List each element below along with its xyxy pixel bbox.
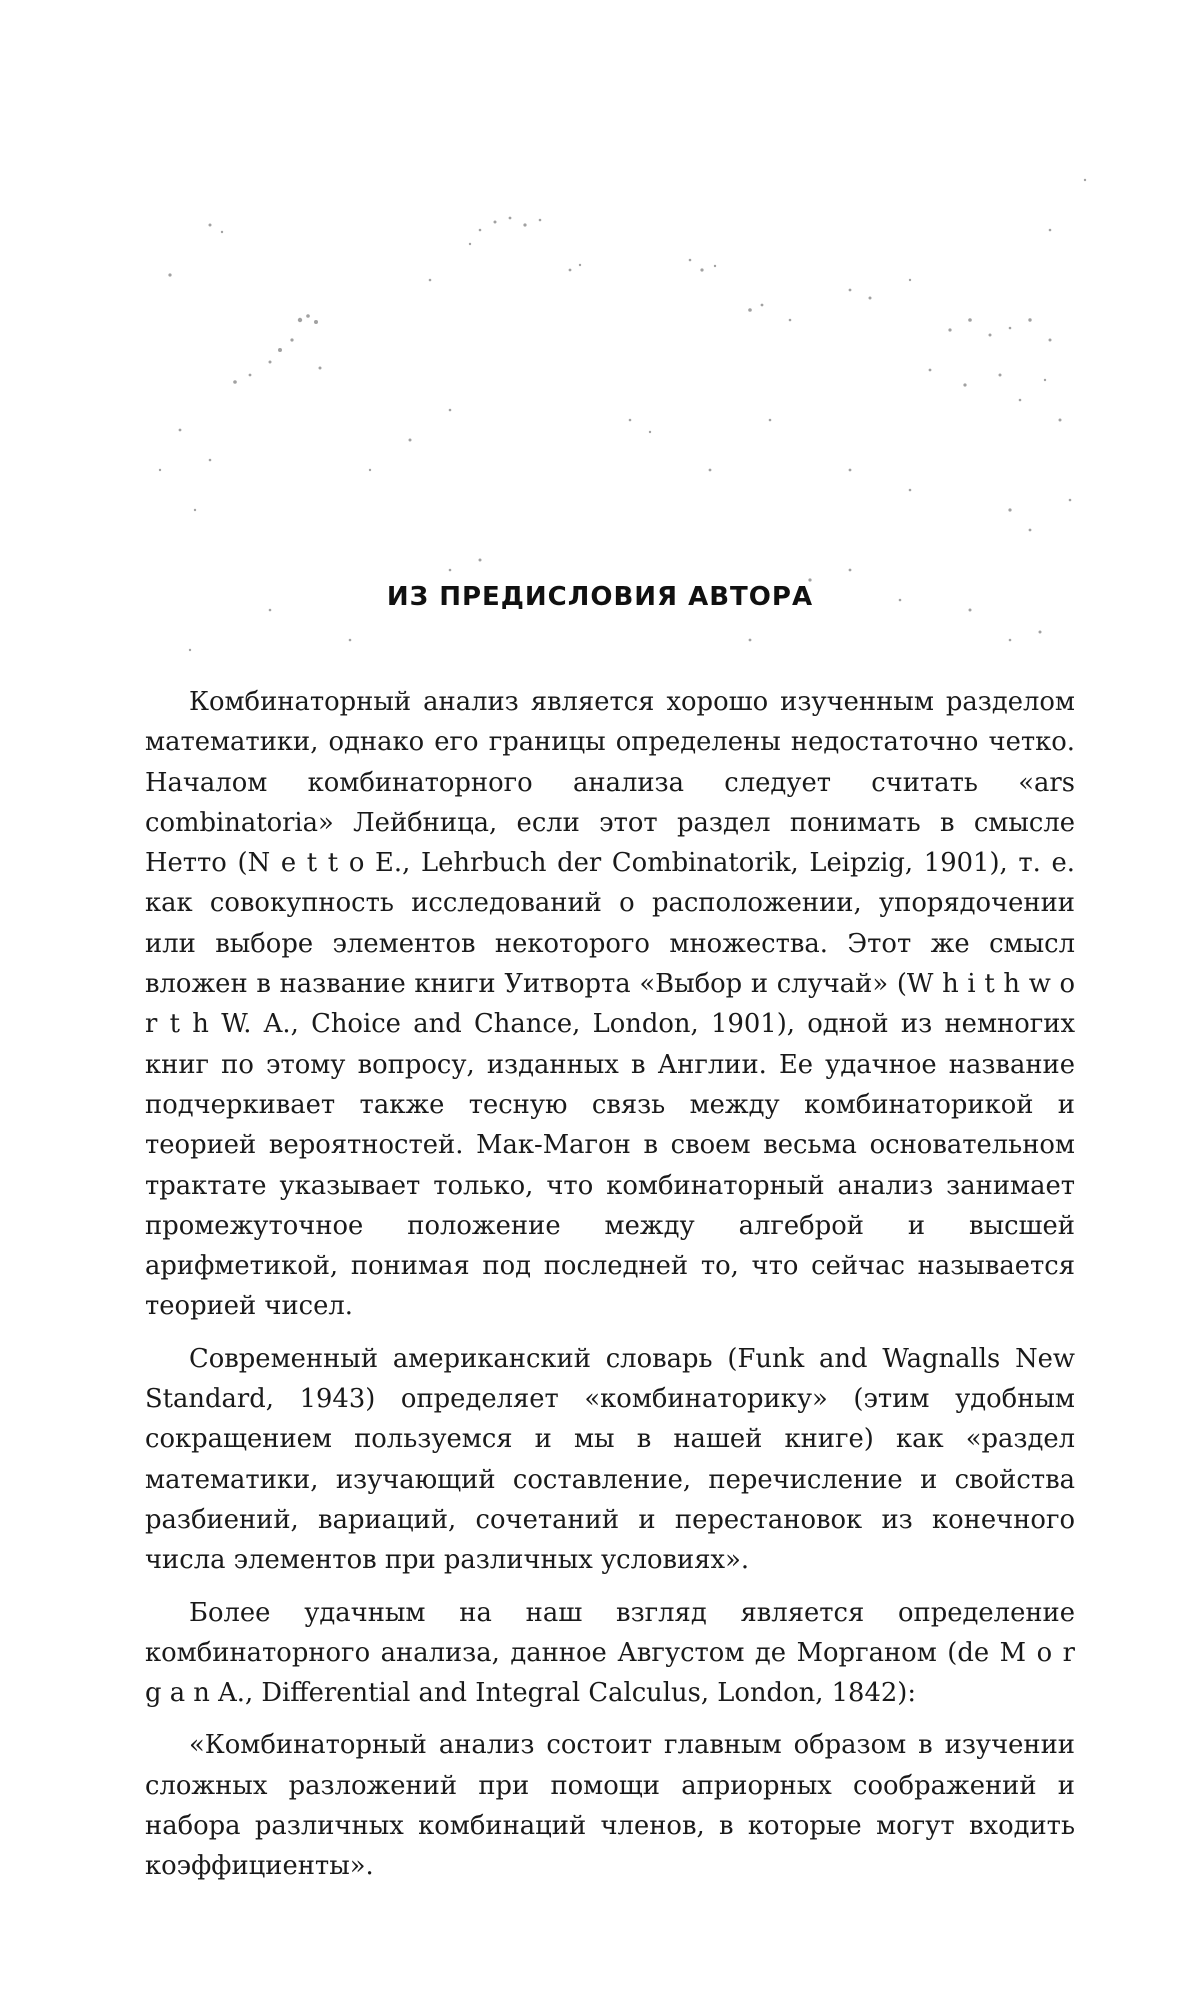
paragraph-2: Современный американский словарь (Funk and Wagnalls New Standard, 1943) определяет «комбинаторику» (этим удобным сокращением пользуемся и мы в нашей книге) как «раздел математики, изучающий составление, перечисление и свойства разбиений, вариаций, сочетаний и перестановок из конечного числа элементов при различных условиях». <box>145 1343 1075 1576</box>
page-title: ИЗ ПРЕДИСЛОВИЯ АВТОРА <box>386 582 814 612</box>
quote-paragraph: «Комбинаторный анализ состоит главным образом в изучении сложных разложений при помощи априорных соображений и набора различных комбинаций членов, в которые могут входить коэффициенты». <box>145 1730 1075 1882</box>
paragraph-1: Комбинаторный анализ является хорошо изученным разделом математики, однако его границы определены недостаточно четко. Началом комбинаторного анализа следует считать «ars combinatoria» Лейбница, если этот раздел понимать в смысле Нетто (N e t t o E., Lehrbuch der Combinatorik, Leipzig, 1901), т. е. как совокупность исследований о расположении, упорядочении или выборе элементов некоторого множества. Этот же смысл вложен в название книги Уитворта «Выбор и случай» (W h i t h w o r t h W. A., Choice and Chance, London, 1901), одной из немногих книг по этому вопросу, изданных в Англии. Ее удачное название подчеркивает также тесную связь между комбинаторикой и теорией вероятностей. Мак-Магон в своем весьма основательном трактате указывает только, что комбинаторный анализ занимает промежуточное положение между алгеброй и высшей арифметикой, понимая под последней то, что сейчас называется теорией чисел. <box>145 687 1075 1322</box>
body-text <box>145 682 1075 1899</box>
paragraph-3: Более удачным на наш взгляд является определение комбинаторного анализа, данное Августом де Морганом (de M o r g a n A., Differential and Integral Calculus, London, 1842): <box>145 1597 1075 1709</box>
